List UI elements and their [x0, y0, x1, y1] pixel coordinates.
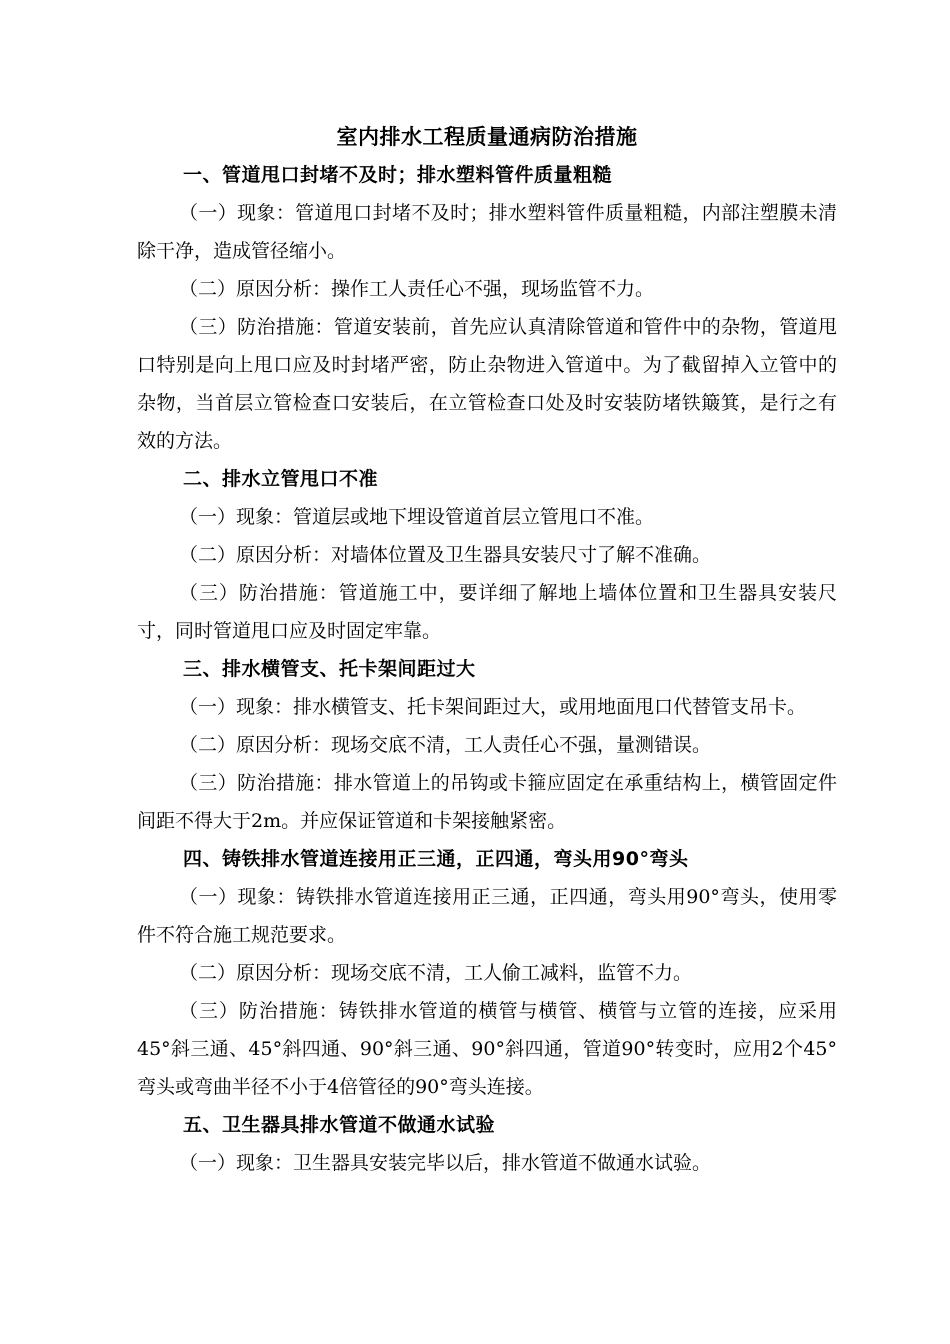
paragraph-cause: （二）原因分析：操作工人责任心不强，现场监管不力。 [179, 278, 655, 300]
paragraph-phenomenon: （一）现象：排水横管支、托卡架间距过大，或用地面甩口代替管支吊卡。 [179, 696, 807, 718]
paragraph-phenomenon: （一）现象：铸铁排水管道连接用正三通，正四通，弯头用90°弯头，使用零件不符合施工规范要求。 [137, 886, 837, 946]
section-heading: 二、排水立管甩口不准 [183, 468, 379, 490]
section-5 [137, 1106, 837, 1182]
document-title: 室内排水工程质量通病防治措施 [336, 125, 638, 149]
section-3 [137, 650, 837, 840]
section-1 [137, 156, 837, 460]
paragraph-cause: （二）原因分析：现场交底不清，工人责任心不强，量测错误。 [179, 734, 712, 756]
section-2 [137, 460, 837, 650]
paragraph-cause: （二）原因分析：现场交底不清，工人偷工减料，监管不力。 [179, 962, 693, 984]
section-4 [137, 840, 837, 1106]
paragraph-phenomenon: （一）现象：管道甩口封堵不及时；排水塑料管件质量粗糙，内部注塑膜未清除干净，造成管径缩小。 [137, 202, 837, 262]
section-heading: 四、铸铁排水管道连接用正三通，正四通，弯头用90°弯头 [183, 848, 689, 870]
section-heading: 五、卫生器具排水管道不做通水试验 [183, 1114, 496, 1136]
document-page [137, 118, 837, 1182]
paragraph-cause: （二）原因分析：对墙体位置及卫生器具安装尺寸了解不准确。 [179, 544, 712, 566]
paragraph-measures: （三）防治措施：排水管道上的吊钩或卡箍应固定在承重结构上，横管固定件间距不得大于2m。并应保证管道和卡架接触紧密。 [137, 772, 837, 832]
paragraph-measures: （三）防治措施：管道施工中，要详细了解地上墙体位置和卫生器具安装尺寸，同时管道甩口应及时固定牢靠。 [137, 582, 837, 642]
paragraph-measures: （三）防治措施：管道安装前，首先应认真清除管道和管件中的杂物，管道甩口特别是向上甩口应及时封堵严密，防止杂物进入管道中。为了截留掉入立管中的杂物，当首层立管检查口安装后，在立管检查口处及时安装防堵铁簸箕，是行之有效的方法。 [137, 316, 837, 452]
paragraph-phenomenon: （一）现象：卫生器具安装完毕以后，排水管道不做通水试验。 [179, 1152, 712, 1174]
section-heading: 一、管道甩口封堵不及时；排水塑料管件质量粗糙 [183, 164, 613, 186]
paragraph-phenomenon: （一）现象：管道层或地下埋设管道首层立管甩口不准。 [179, 506, 655, 528]
paragraph-measures: （三）防治措施：铸铁排水管道的横管与横管、横管与立管的连接，应采用45°斜三通、45°斜四通、90°斜三通、90°斜四通，管道90°转变时，应用2个45°弯头或弯曲半径不小于4倍管径的90°弯头连接。 [137, 1000, 837, 1098]
section-heading: 三、排水横管支、托卡架间距过大 [183, 658, 476, 680]
